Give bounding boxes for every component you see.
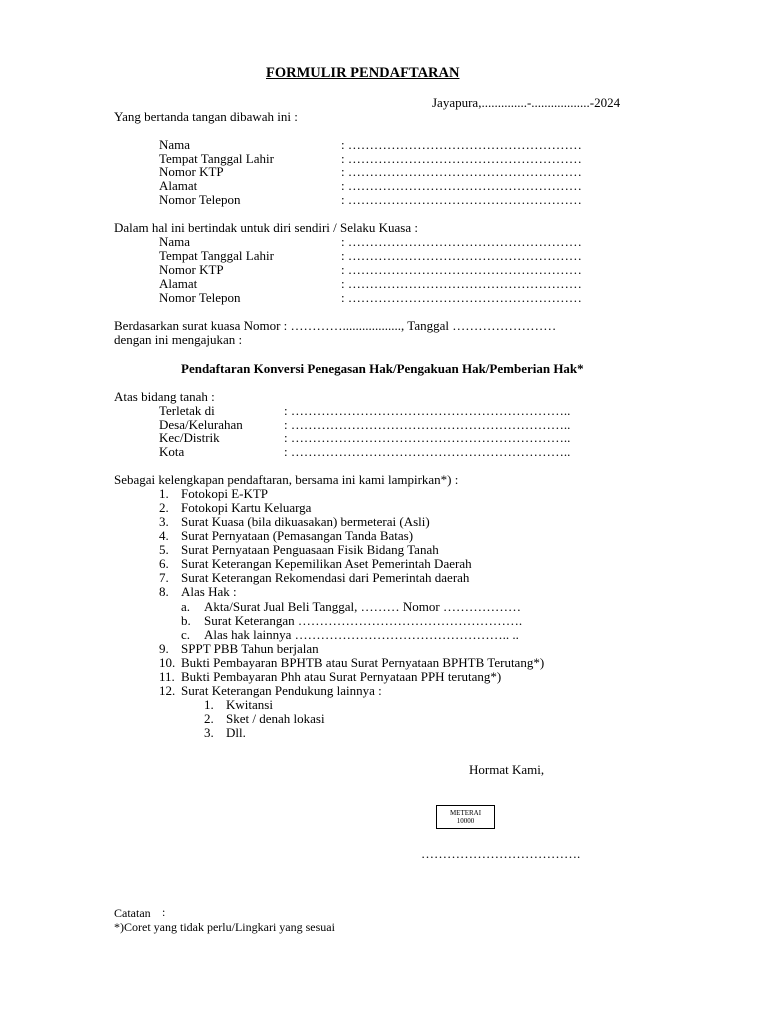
sublist-item-number: 3. — [204, 725, 214, 740]
note-text: *)Coret yang tidak perlu/Lingkari yang sesuai — [114, 920, 335, 934]
note-label: Catatan — [114, 906, 151, 920]
sublist-item: Sket / denah lokasi — [226, 711, 325, 726]
list-item: Surat Keterangan Kepemilikan Aset Pemerintah Daerah — [181, 556, 472, 571]
meterai-stamp-box — [436, 805, 495, 829]
list-item-number: 10. — [159, 655, 176, 670]
sublist-item: Surat Keterangan ……………………………………………. — [204, 613, 523, 628]
list-item: Alas Hak : — [181, 584, 237, 599]
submit-line: dengan ini mengajukan : — [114, 332, 243, 347]
field-value: : ……………………………………………… — [341, 234, 582, 249]
page-title: FORMULIR PENDAFTARAN — [266, 65, 460, 81]
sublist-item-letter: b. — [181, 613, 191, 628]
field-value: : ……………………………………………… — [341, 290, 582, 305]
field-value: : ……………………………………………… — [341, 164, 582, 179]
field-label: Nama — [159, 234, 191, 249]
field-label: Nomor KTP — [159, 164, 224, 179]
field-value: : ……………………………………………… — [341, 192, 582, 207]
meterai-value: 10000 — [456, 817, 475, 825]
list-item-number: 3. — [159, 514, 169, 529]
kuasa-line: Berdasarkan surat kuasa Nomor : ………….................., Tanggal …………………… — [114, 318, 557, 333]
field-label: Tempat Tanggal Lahir — [159, 248, 274, 263]
field-value: : ……………………………………………… — [341, 137, 582, 152]
list-item-number: 7. — [159, 570, 169, 585]
sublist-item: Akta/Surat Jual Beli Tanggal, ……… Nomor ……………… — [204, 599, 521, 614]
closing-text: Hormat Kami, — [469, 762, 545, 777]
land-intro: Atas bidang tanah : — [114, 389, 215, 404]
field-label: Nomor Telepon — [159, 192, 241, 207]
list-item-number: 8. — [159, 584, 169, 599]
list-item: SPPT PBB Tahun berjalan — [181, 641, 319, 656]
intro-text: Yang bertanda tangan dibawah ini : — [114, 109, 298, 124]
field-value: : ……………………………………………… — [341, 151, 582, 166]
list-item-number: 6. — [159, 556, 169, 571]
list-item: Surat Keterangan Rekomendasi dari Pemerintah daerah — [181, 570, 470, 585]
signature-line: ………………………………. — [421, 846, 581, 861]
list-item: Surat Kuasa (bila dikuasakan) bermeterai (Asli) — [181, 514, 430, 529]
list-item-number: 4. — [159, 528, 169, 543]
field-value: : ……………………………………………… — [341, 262, 582, 277]
list-item: Bukti Pembayaran Phh atau Surat Pernyataan PPH terutang*) — [181, 669, 502, 684]
field-label: Nomor Telepon — [159, 290, 241, 305]
list-item-number: 2. — [159, 500, 169, 515]
list-item-number: 12. — [159, 683, 176, 698]
list-item-number: 5. — [159, 542, 169, 557]
sublist-item-number: 1. — [204, 697, 214, 712]
field-value: : ……………………………………………… — [341, 248, 582, 263]
sublist-item-letter: c. — [181, 627, 191, 642]
sublist-item: Kwitansi — [226, 697, 273, 712]
sublist-item: Dll. — [226, 725, 246, 740]
field-value: : ……………………………………………… — [341, 178, 582, 193]
sublist-item-letter: a. — [181, 599, 191, 614]
sublist-item-number: 2. — [204, 711, 214, 726]
field-label: Alamat — [159, 276, 198, 291]
field-label: Nomor KTP — [159, 262, 224, 277]
note-colon: : — [162, 905, 166, 919]
field-value: : ……………………………………………………….. — [284, 403, 571, 418]
list-item-number: 11. — [159, 669, 175, 684]
place-date: Jayapura,..............-..................-2024 — [432, 95, 621, 110]
attach-intro: Sebagai kelengkapan pendaftaran, bersama ini kami lampirkan*) : — [114, 472, 459, 487]
field-label: Kec/Distrik — [159, 430, 220, 445]
meterai-label: METERAI — [449, 809, 482, 817]
list-item: Bukti Pembayaran BPHTB atau Surat Pernyataan BPHTB Terutang*) — [181, 655, 545, 670]
list-item: Fotokopi E-KTP — [181, 486, 269, 501]
field-value: : ……………………………………………………….. — [284, 417, 571, 432]
list-item: Surat Pernyataan Penguasaan Fisik Bidang Tanah — [181, 542, 439, 557]
field-label: Tempat Tanggal Lahir — [159, 151, 274, 166]
field-value: : ……………………………………………… — [341, 276, 582, 291]
act-line: Dalam hal ini bertindak untuk diri sendiri / Selaku Kuasa : — [114, 220, 418, 235]
field-label: Terletak di — [159, 403, 215, 418]
list-item-number: 1. — [159, 486, 169, 501]
list-item-number: 9. — [159, 641, 169, 656]
field-value: : ……………………………………………………….. — [284, 444, 571, 459]
subject-heading: Pendaftaran Konversi Penegasan Hak/Pengakuan Hak/Pemberian Hak* — [181, 361, 584, 376]
field-label: Desa/Kelurahan — [159, 417, 243, 432]
list-item: Fotokopi Kartu Keluarga — [181, 500, 312, 515]
field-label: Alamat — [159, 178, 198, 193]
field-value: : ……………………………………………………….. — [284, 430, 571, 445]
list-item: Surat Keterangan Pendukung lainnya : — [181, 683, 382, 698]
field-label: Kota — [159, 444, 185, 459]
list-item: Surat Pernyataan (Pemasangan Tanda Batas) — [181, 528, 414, 543]
field-label: Nama — [159, 137, 191, 152]
sublist-item: Alas hak lainnya ………………………………………….. .. — [204, 627, 519, 642]
